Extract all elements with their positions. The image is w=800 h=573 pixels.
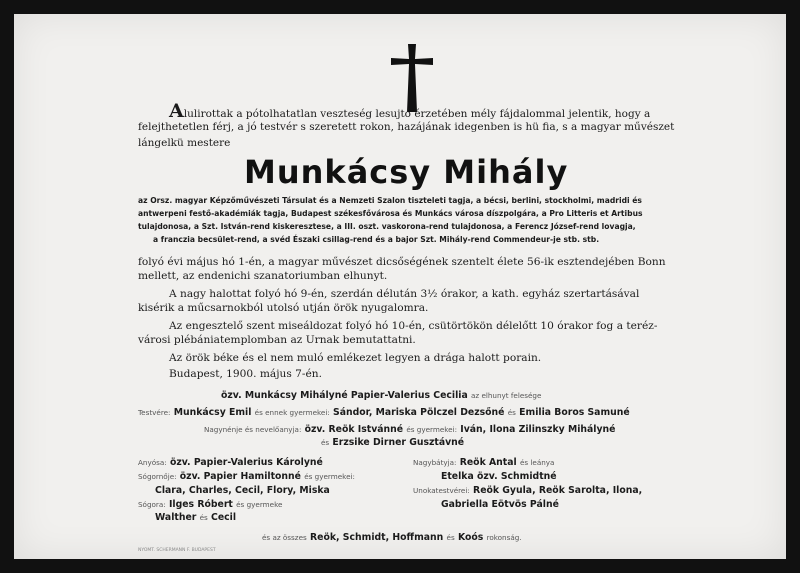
final-post: rokonság.: [486, 533, 522, 542]
mil-label: Anyósa:: [138, 458, 167, 467]
niece-last: Erzsike Dirner Gusztávné: [332, 437, 465, 448]
uncle-label: Nagybátyja:: [413, 458, 457, 467]
sil-name: özv. Papier Hamiltonné: [179, 471, 301, 482]
sil-conj: és gyermekei:: [304, 472, 355, 481]
uncle-daughter: Etelka özv. Schmidtné: [441, 471, 557, 482]
niece-line: [204, 424, 615, 435]
intro-line-2: felejthetetlen férj, a jó testvér s szeretett rokon, hazájának idegenben is hü fia, s a magyar művészet: [138, 121, 675, 133]
bil-children: [155, 512, 236, 523]
body-line-4: kisérik a műcsarnokból utolsó utján örök nyugalomra.: [138, 302, 429, 314]
widow-line: [221, 390, 541, 401]
niece-conj-2: és: [321, 438, 330, 447]
bil-label: Sógora:: [138, 500, 166, 509]
bil-child: Walther: [155, 512, 197, 523]
niece-children: Iván, Ilona Zilinszky Mihályné: [460, 424, 616, 435]
sibling-label: Testvére:: [138, 408, 171, 417]
titles-line-2: antwerpeni festő-akadémiák tagja, Budapest székesfővárosa és Munkács városa díszpolgára, a Pro Litteris et Artibus: [138, 209, 643, 218]
titles-line-1: az Orsz. magyar Képzőművészeti Társulat és a Nemzeti Szalon tiszteleti tagja, a bécsi, berlini, stockholmi, madridi és: [138, 196, 642, 205]
sibling-last: Emilia Boros Samuné: [519, 407, 630, 418]
cousins-names: Reök Gyula, Reök Sarolta, Ilona,: [473, 485, 643, 496]
bil-line: [138, 499, 282, 510]
intro-line-3: lángelkü mestere: [138, 137, 231, 149]
body-line-5: Az engesztelő szent miseáldozat folyó hó 10-én, csütörtökön délelőtt 10 órakor fog a teréz-: [169, 320, 658, 332]
sil-label: Sógornője:: [138, 472, 177, 481]
sibling-name: Munkácsy Emil: [173, 407, 252, 418]
uncle-conj: és leánya: [519, 458, 555, 467]
sibling-children: Sándor, Mariska Pölczel Dezsőné: [333, 407, 505, 418]
sil-children: Clara, Charles, Cecil, Flory, Miska: [155, 485, 330, 496]
sil-line: [138, 471, 355, 482]
body-line-3: A nagy halottat folyó hó 9-én, szerdán délután 3½ órakor, a kath. egyház szertartásával: [169, 288, 640, 300]
intro-initial: A: [169, 100, 184, 122]
niece-label: Nagynénje és nevelőanyja:: [204, 425, 302, 434]
body-line-8: Budapest, 1900. május 7-én.: [169, 368, 322, 380]
sibling-line: [138, 407, 630, 418]
final-last: Koós: [457, 532, 484, 543]
bil-conj: és gyermeke: [236, 500, 283, 509]
body-line-7: Az örök béke és el nem muló emlékezet legyen a drága halott porain.: [169, 352, 542, 364]
titles-line-4: a franczia becsület-rend, a svéd Északi csillag-rend és a bajor Szt. Mihály-rend Commendeur-je stb. stb.: [153, 235, 600, 244]
sibling-conj-2: és: [507, 408, 516, 417]
final-line: [262, 532, 522, 543]
widow-note: az elhunyt felesége: [470, 391, 542, 400]
mil-name: özv. Papier-Valerius Károlyné: [169, 457, 323, 468]
uncle-line: [413, 457, 554, 468]
cousins-names-2: Gabriella Eötvös Pálné: [441, 499, 559, 510]
cousins-line: [413, 485, 642, 496]
uncle-name: Reök Antal: [459, 457, 517, 468]
niece-conj-1: és gyermekei:: [406, 425, 458, 434]
body-line-1: folyó évi május hó 1-én, a magyar művészet dicsőségének szentelt élete 56-ik esztendejében Bonn: [138, 256, 666, 268]
mil-line: [138, 457, 323, 468]
widow-name: özv. Munkácsy Mihályné Papier-Valerius Cecilia: [221, 390, 468, 401]
titles-line-3: tulajdonosa, a Szt. István-rend kiskeresztese, a III. oszt. vaskorona-rend tulajdonosa, a Ferencz József-rend lovagja,: [138, 222, 636, 231]
niece-name: özv. Reök Istvánné: [304, 424, 404, 435]
bil-conj-2: és: [199, 513, 208, 522]
cousins-label: Unokatestvérei:: [413, 486, 470, 495]
deceased-name: Munkácsy Mihály: [244, 153, 569, 191]
intro-text-1: lulirottak a pótolhatatlan veszteség lesujtó érzetében mély fájdalommal jelentik, hogy a: [183, 108, 651, 120]
bil-name: Ilges Róbert: [168, 499, 233, 510]
body-line-2: mellett, az endenichi szanatoriumban elhunyt.: [138, 270, 388, 282]
niece-line-2: [321, 437, 464, 448]
printer-imprint: NYOMT. SCHERMANN F. BUDAPEST: [138, 548, 216, 553]
obituary-card: [14, 14, 786, 559]
final-pre: és az összes: [262, 533, 307, 542]
final-names: Reök, Schmidt, Hoffmann: [310, 532, 444, 543]
final-conj: és: [446, 533, 455, 542]
body-line-6: városi plébániatemplomban az Urnak bemutattatni.: [138, 334, 416, 346]
sibling-conj-1: és ennek gyermekei:: [254, 408, 330, 417]
intro-line-1: [169, 100, 650, 122]
bil-child-2: Cecil: [211, 512, 237, 523]
